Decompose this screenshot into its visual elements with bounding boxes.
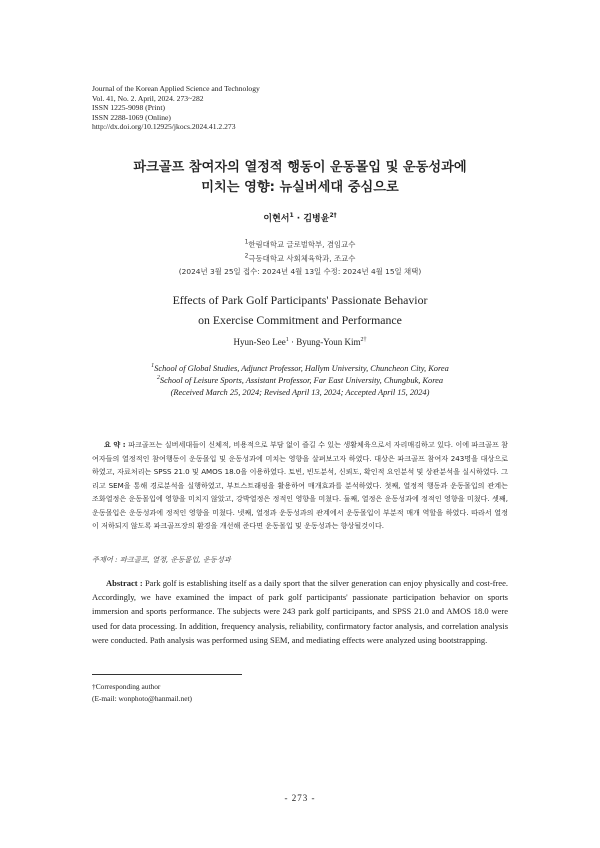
footnote-email: (E-mail: wonphoto@hanmail.net) [92,693,192,703]
korean-keywords: 주제어 : 파크골프, 열정, 운동몰입, 운동성과 [92,555,231,564]
footnote [92,681,392,704]
english-affiliation1: $^1$School of Global Studies, Adjunct Professor, Hallym University, Chuncheon City, Korea [151,363,449,373]
journal-issn-print: ISSN 1225-9098 (Print) [92,103,165,113]
english-dates: (Received March 25, 2024; Revised April 13, 2024; Accepted April 15, 2024) [170,388,430,397]
korean-title-line1: 파크골프 참여자의 열정적 행동이 운동몰입 및 운동성과에 [133,160,467,175]
korean-abstract-text: 파크골프는 실버세대들이 신체적, 비용적으로 부담 없이 즐길 수 있는 생활체육으로서 자리매김하고 있다. 이에 파크골프 참여자들의 열정적인 참여행동이 운동몰입 및 운동성과에 미치는 영향을 살펴보고자 하였다. 대상은 파크골프 참여자 243명을 대상으로 하였고, 자료처리는 SPSS 21.0 및 AMOS 18.0을 이용하였다. 토빈, 빈도분석, 신뢰도, 확인적 요인분석 및 상관분석을 실시하였다. 그리고 SEM을 통해 경로분석을 실행하였고, 부트스트래핑을 활용하여 매개효과를 분석하였다. 첫째, 열정적 행동과 운동몰입의 관계는 조화열정은 운동몰입에 영향을 미치지 않았고, 강박열정은 정적인 영향을 미쳤다. 둘째, 열정은 운동성과에 정적인 영향을 미쳤다. 셋째, 운동몰입은 운동성과에 정적인 영향을 미쳤다. 넷째, 열정과 운동성과의 관계에서 운동몰입이 부분적 매개 역할을 하였다. 따라서 열정이 저하되지 않도록 파크골프장의 환경을 개선해 준다면 운동몰입 및 운동성과는 향상될것이다. [92,440,509,530]
journal-header [92,84,392,132]
korean-author1-mark: 1 [289,212,294,219]
journal-volume: Vol. 41, No. 2. April, 2024. 273~282 [92,93,204,103]
english-title [60,290,540,330]
journal-issn-online: ISSN 2288-1069 (Online) [92,112,171,122]
journal-name: Journal of the Korean Applied Science and Technology [92,84,260,93]
english-author2-mark: 2† [360,337,367,343]
page-number: - 273 - [284,793,316,803]
english-author1-mark: 1 [285,337,289,343]
english-authors [60,337,540,347]
korean-affiliation2-mark: 2 [244,252,249,260]
korean-affiliation1: $^1$한림대학교 글로벌학부, 겸임교수 [244,238,356,249]
english-author1: Hyun-Seo Lee [233,337,286,347]
korean-title-line2: 미치는 영향: 뉴실버세대 중심으로 [201,180,399,195]
english-affiliations [60,363,540,399]
journal-doi[interactable]: http://dx.doi.org/10.12925/jkocs.2024.41.2.273 [92,122,236,132]
english-affiliation2-mark: 2 [156,375,160,382]
korean-affiliation1-mark: 1 [244,238,249,246]
english-affiliation1-mark: 1 [151,363,155,370]
english-abstract [92,576,508,647]
english-affiliation2: $^2$School of Leisure Sports, Assistant Professor, Far East University, Chungbuk, Korea [156,375,444,385]
english-title-line1: Effects of Park Golf Participants' Passionate Behavior [172,293,428,307]
korean-author1: 이현서 [263,214,290,224]
korean-affiliation2: $^2$극동대학교 사회체육학과, 조교수 [244,252,356,263]
english-abstract-label: Abstract : [106,578,145,588]
english-author-separator: · [288,337,297,347]
korean-author2-mark: 2† [329,212,337,219]
korean-dates: (2024년 3월 25일 접수: 2024년 4월 13일 수정: 2024년 4월 15일 채택) [178,267,422,276]
footnote-rule [92,674,242,675]
korean-author-separator: · [293,214,304,224]
korean-abstract [92,438,508,533]
korean-affiliations [60,238,540,279]
english-author2: Byung-Youn Kim [296,337,361,347]
footnote-corresponding: †Corresponding author [92,682,161,691]
english-abstract-text: Park golf is establishing itself as a daily sport that the silver generation can enjoy physically and cost-free. Accordingly, we have examined the impact of park golf participants' passionate participation behavior on sports immersion and sports performance. The subjects were 243 park golf participants, and SPSS 21.0 and AMOS 18.0 were used for data processing. In addition, frequency analysis, reliability, confirmatory factor analysis, and correlation analysis were conducted. Path analysis was performed using SEM, and mediating effects were analyzed using bootstrapping. [92,578,508,645]
english-title-line2: on Exercise Commitment and Performance [198,313,402,327]
korean-title [60,158,540,198]
korean-abstract-label: 요 약 : [104,440,129,449]
korean-author2: 김병윤 [303,214,330,224]
korean-authors [60,211,540,224]
